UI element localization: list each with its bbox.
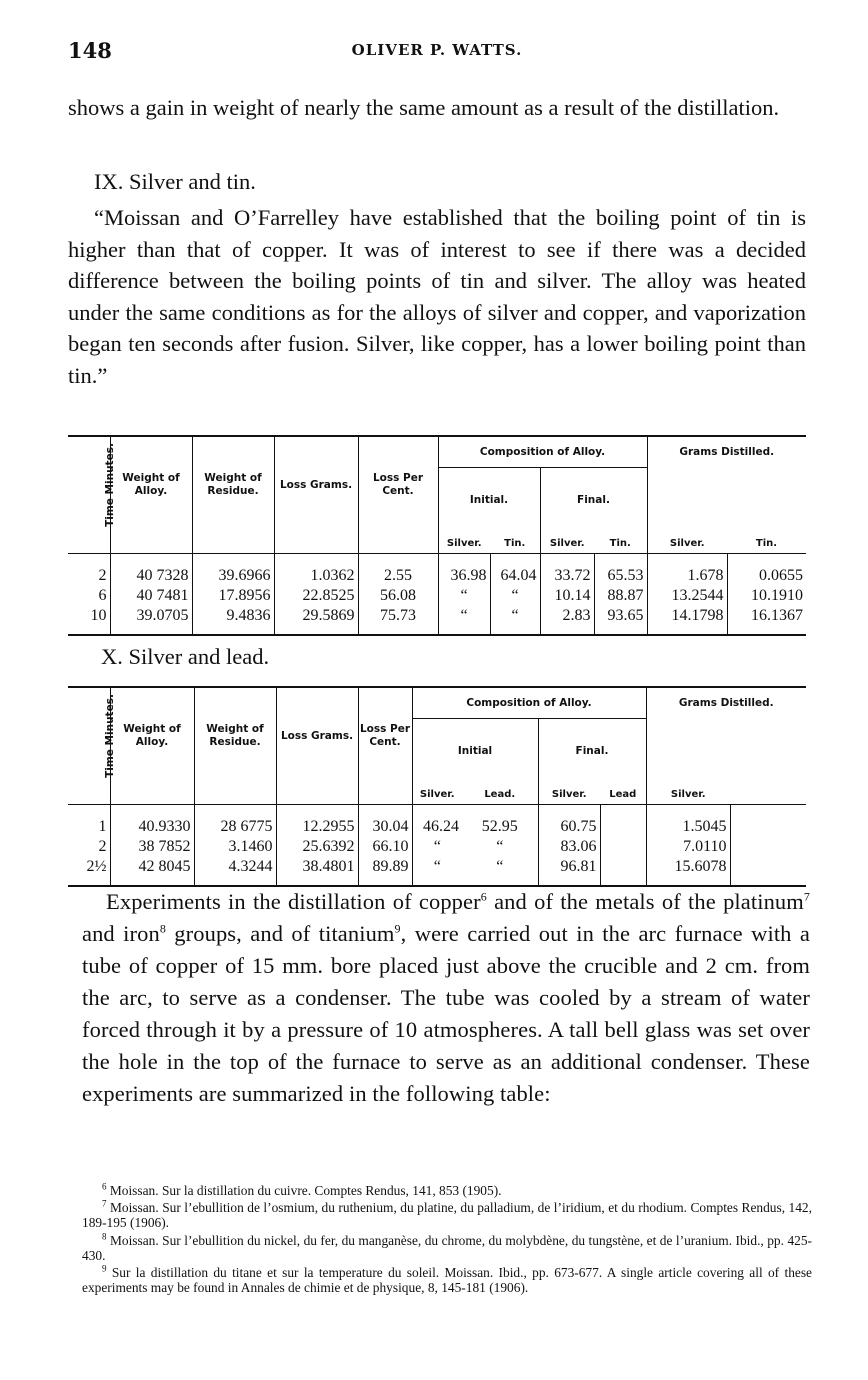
table-cell: 40 7328: [110, 554, 192, 587]
header-blank: [358, 784, 412, 805]
table-cell: 89.89: [358, 857, 412, 886]
header-loss-grams: Loss Grams.: [274, 436, 358, 533]
subheader-initial-lead: Lead.: [462, 784, 538, 805]
table-cell: [730, 857, 806, 886]
table-cell: “: [412, 837, 462, 857]
footnote-ref[interactable]: 6: [480, 889, 487, 904]
table-cell: 2: [98, 838, 107, 855]
header-blank: [358, 533, 438, 554]
table-row: [68, 586, 806, 606]
table-cell: 10.14: [540, 586, 594, 606]
header-weight-alloy: Weight of Alloy.: [110, 687, 194, 784]
footnote-mark: 9: [102, 1263, 107, 1274]
table-cell: 2.83: [540, 606, 594, 635]
table-cell: 2½: [86, 858, 107, 875]
header-spacer: [646, 719, 806, 785]
footnote-ref[interactable]: 8: [159, 921, 166, 936]
subheader-distilled-silver: Silver.: [646, 784, 730, 805]
header-loss-per-cent: Loss Per Cent.: [358, 687, 412, 784]
table-cell: 96.81: [538, 857, 600, 886]
footnote-text: Sur la distillation du titane et sur la temperature du soleil. Moissan. Ibid., pp. 673-677. A single article covering all of these experiments may be found in Annales de chimie et de physique, 8, 145-181 (1906).: [82, 1265, 812, 1296]
table-cell: 17.8956: [192, 586, 274, 606]
table-cell: [600, 857, 646, 886]
table-row: [68, 554, 806, 587]
table-cell: 13.2544: [647, 586, 727, 606]
subheader-distilled-silver: Silver.: [647, 533, 727, 554]
table-row: [68, 857, 806, 886]
footnote-mark: 6: [102, 1181, 107, 1192]
header-blank: [110, 533, 192, 554]
header-final: Final.: [538, 719, 646, 785]
table-cell: [600, 805, 646, 838]
table-cell: 16.1367: [727, 606, 806, 635]
paragraph-experiments: [82, 886, 810, 1110]
table-cell: 75.73: [358, 606, 438, 635]
section-heading-silver-lead: X. Silver and lead.: [101, 644, 270, 669]
header-blank: [730, 784, 806, 805]
table-cell: 25.6392: [276, 837, 358, 857]
table-cell: 10.1910: [727, 586, 806, 606]
table-cell: 39.6966: [192, 554, 274, 587]
table-cell: 42 8045: [110, 857, 194, 886]
table-cell: “: [490, 606, 540, 635]
table-row: [68, 837, 806, 857]
header-composition: Composition of Alloy.: [412, 687, 646, 719]
table-cell: 15.6078: [646, 857, 730, 886]
header-grams-distilled: Grams Distilled.: [646, 687, 806, 719]
running-title: OLIVER P. WATTS.: [351, 41, 523, 59]
table-cell: 2.55: [358, 554, 438, 587]
table-cell: “: [496, 858, 504, 875]
table-cell: 66.10: [358, 837, 412, 857]
text-run: groups, and of titanium: [165, 921, 395, 946]
table-cell: [730, 837, 806, 857]
table-cell: “: [412, 857, 462, 886]
table-cell: [730, 805, 806, 838]
header-blank: [194, 784, 276, 805]
header-blank: [68, 533, 110, 554]
table-cell: 36.98: [438, 554, 490, 587]
table-cell: 83.06: [538, 837, 600, 857]
header-spacer: [647, 468, 806, 534]
table-cell: 93.65: [594, 606, 647, 635]
footnote-text: Moissan. Sur l’ebullition du nickel, du fer, du manganèse, du chrome, du molybdène, du tungstène, et de l’uranium. Ibid., pp. 425-430.: [82, 1232, 812, 1263]
table-silver-tin: [68, 435, 806, 636]
table-cell: 7.0110: [646, 837, 730, 857]
table-cell: 10: [90, 607, 107, 624]
header-weight-alloy: Weight of Alloy.: [110, 436, 192, 533]
header-grams-distilled: Grams Distilled.: [647, 436, 806, 468]
header-weight-residue: Weight of Residue.: [192, 436, 274, 533]
table-cell: 1: [98, 818, 107, 835]
table-cell: “: [490, 586, 540, 606]
header-time: [68, 687, 116, 784]
paragraph-distillation-gain: shows a gain in weight of nearly the same amount as a result of the distillation.: [68, 95, 780, 120]
subheader-initial-silver: Silver.: [438, 533, 490, 554]
header-loss-grams: Loss Grams.: [276, 687, 358, 784]
table-cell: 1.678: [647, 554, 727, 587]
subheader-initial-tin: Tin.: [490, 533, 540, 554]
header-blank: [276, 784, 358, 805]
subheader-final-lead: Lead: [600, 784, 646, 805]
table-cell: 46.24: [412, 805, 462, 838]
table-row: [68, 805, 806, 838]
paragraph-moissan-quote: “Moissan and O’Farrelley have established that the boiling point of tin is higher than that of copper. It was of interest to see if there was a decided difference between the boiling points of tin and silver. The alloy was heated under the same conditions as for the alloys of silver and copper, and vaporization began ten seconds after fusion. Silver, like copper, has a lower boiling point than tin.”: [68, 205, 806, 388]
footnote-ref[interactable]: 7: [803, 889, 810, 904]
table-cell: 2: [98, 567, 107, 584]
table-cell: [600, 837, 646, 857]
footnotes: [82, 1183, 812, 1297]
table-cell: 0.0655: [727, 554, 806, 587]
section-heading-silver-tin: IX. Silver and tin.: [94, 169, 256, 194]
table-cell: 40 7481: [110, 586, 192, 606]
subheader-distilled-tin: Tin.: [727, 533, 806, 554]
header-time: [68, 436, 116, 533]
table-cell: 88.87: [594, 586, 647, 606]
header-blank: [110, 784, 194, 805]
table-cell: 14.1798: [647, 606, 727, 635]
footnote-mark: 8: [102, 1231, 107, 1242]
header-time-label: Time Minutes.: [103, 693, 116, 778]
footnote-mark: 7: [102, 1198, 107, 1209]
table-silver-lead: [68, 686, 806, 887]
subheader-final-silver: Silver.: [540, 533, 594, 554]
table-cell: 65.53: [594, 554, 647, 587]
table-cell: 38.4801: [276, 857, 358, 886]
table-cell: 38 7852: [110, 837, 194, 857]
header-initial: Initial.: [438, 468, 540, 534]
table-cell: 40.9330: [110, 805, 194, 838]
footnote: [82, 1233, 812, 1263]
table-cell: 12.2955: [276, 805, 358, 838]
table-cell: 4.3244: [194, 857, 276, 886]
table-cell: “: [438, 606, 490, 635]
table-cell: 64.04: [490, 554, 540, 587]
subheader-final-tin: Tin.: [594, 533, 647, 554]
header-weight-residue: Weight of Residue.: [194, 687, 276, 784]
subheader-final-silver: Silver.: [538, 784, 600, 805]
footnote: [82, 1265, 812, 1295]
table-cell: “: [496, 838, 504, 855]
header-blank: [68, 784, 110, 805]
table-cell: 6: [98, 587, 107, 604]
text-run: and of the metals of the platinum: [486, 889, 804, 914]
table-cell: 29.5869: [274, 606, 358, 635]
header-time-label: Time Minutes.: [103, 442, 116, 527]
text-run: and iron: [82, 921, 160, 946]
table-cell: 1.5045: [646, 805, 730, 838]
footnote-text: Moissan. Sur la distillation du cuivre. Comptes Rendus, 141, 853 (1905).: [109, 1183, 502, 1198]
footnote-ref[interactable]: 9: [394, 921, 401, 936]
table-cell: 56.08: [358, 586, 438, 606]
table-cell: 52.95: [481, 818, 518, 835]
table-cell: 9.4836: [192, 606, 274, 635]
header-blank: [274, 533, 358, 554]
text-run: , were carried out in the arc furnace with a tube of copper of 15 mm. bore placed just above the crucible and 2 cm. from the arc, to serve as a condenser. The tube was cooled by a stream of water forced through it by a pressure of 10 atmospheres. A tall bell glass was set over the hole in the top of the furnace to serve as an additional condenser. These experiments are summarized in the following table:: [82, 921, 811, 1106]
table-cell: 22.8525: [274, 586, 358, 606]
header-final: Final.: [540, 468, 647, 534]
table-cell: 30.04: [358, 805, 412, 838]
footnote: [82, 1200, 812, 1230]
table-cell: 3.1460: [194, 837, 276, 857]
text-run: Experiments in the distillation of copper: [106, 889, 481, 914]
table-cell: 39.0705: [110, 606, 192, 635]
table-cell: 1.0362: [274, 554, 358, 587]
table-row: [68, 606, 806, 635]
table-cell: 33.72: [540, 554, 594, 587]
table-cell: 60.75: [538, 805, 600, 838]
header-blank: [192, 533, 274, 554]
running-head: [68, 38, 806, 68]
header-initial: Initial: [412, 719, 538, 785]
page-number: 148: [68, 38, 112, 63]
footnote: [82, 1183, 812, 1198]
header-loss-per-cent: Loss Per Cent.: [358, 436, 438, 533]
header-composition: Composition of Alloy.: [438, 436, 647, 468]
footnote-text: Moissan. Sur l’ebullition de l’osmium, du ruthenium, du platine, du palladium, de l’iridium, et du rhodium. Comptes Rendus, 142, 189-195 (1906).: [82, 1200, 812, 1231]
subheader-initial-silver: Silver.: [412, 784, 462, 805]
table-cell: “: [438, 586, 490, 606]
table-cell: 28 6775: [194, 805, 276, 838]
